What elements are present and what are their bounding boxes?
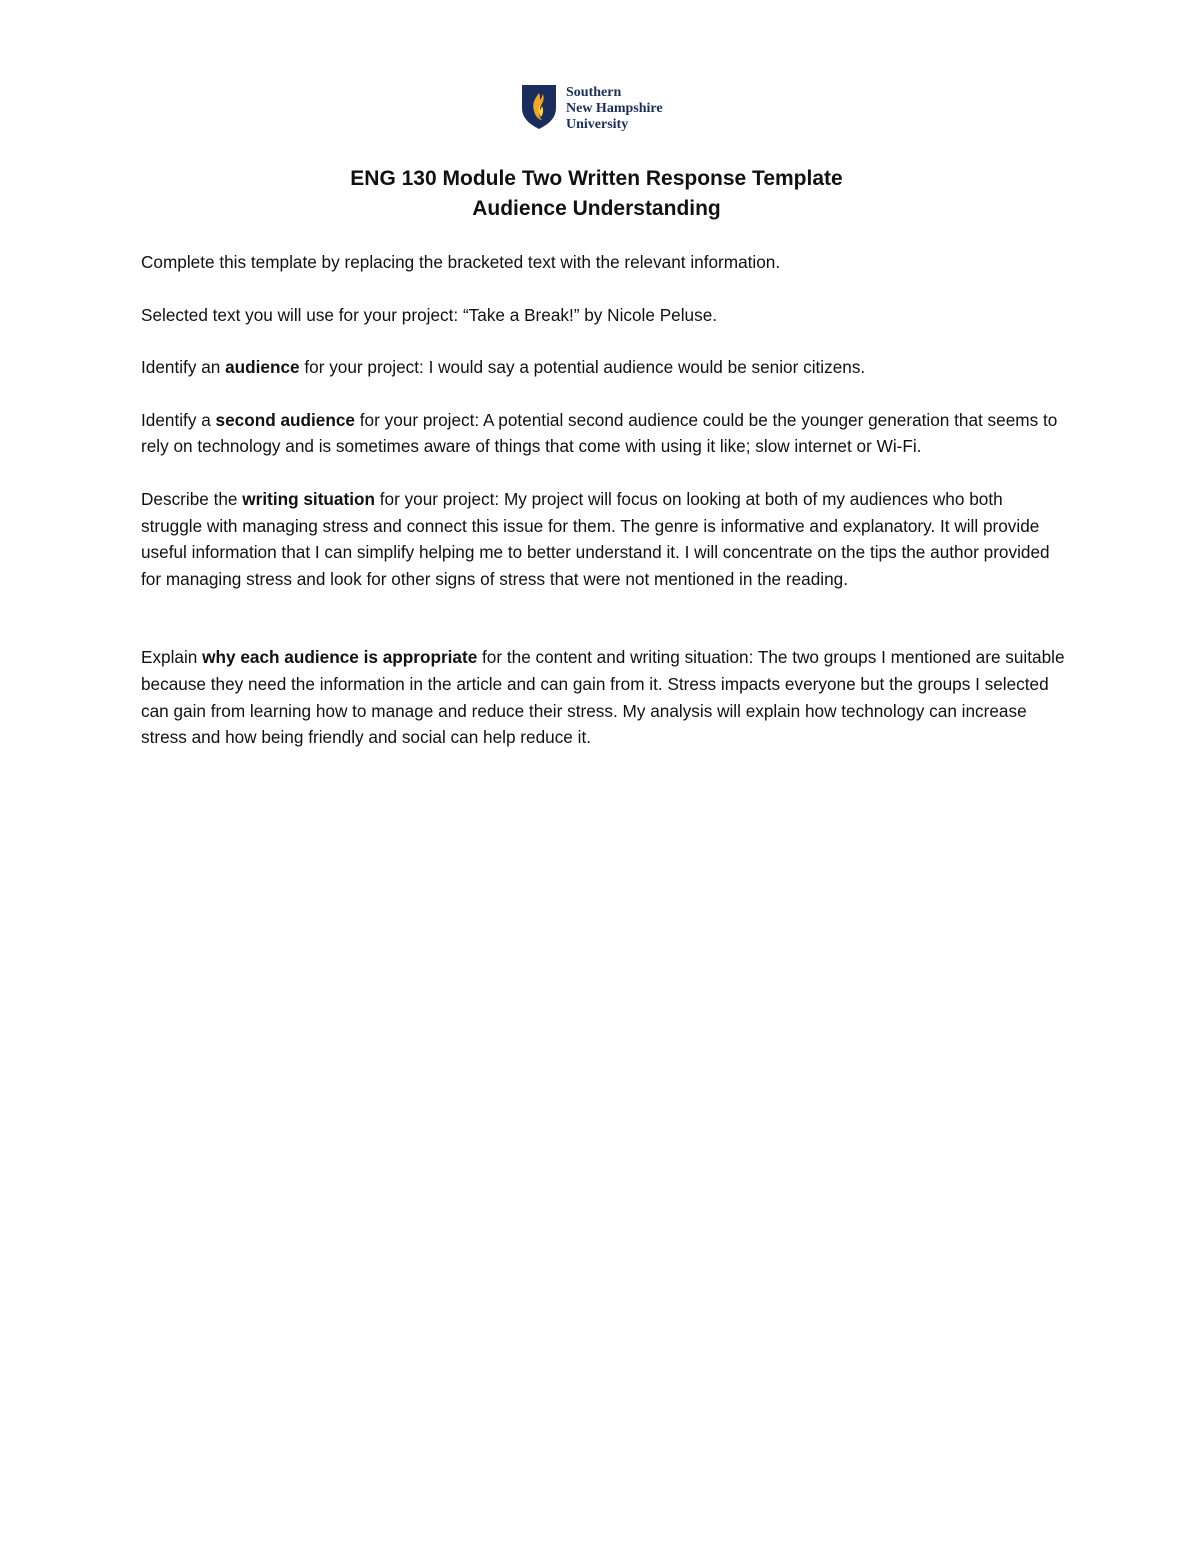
writing-situation-emphasis: writing situation (242, 488, 375, 509)
appropriateness-emphasis: why each audience is appropriate (202, 647, 478, 668)
second-audience-response: for your project: A potential second audience could be the younger generation that seems to rely on technology and is sometimes aware of things that come with using it like; slow internet or Wi-Fi. (141, 409, 1058, 457)
document-title: ENG 130 Module Two Written Response Template (350, 167, 843, 190)
appropriateness-prefix: Explain (141, 647, 203, 668)
writing-situation-prefix: Describe the (141, 488, 243, 509)
document-title-block (0, 164, 1193, 224)
writing-situation-response: for your project: My project will focus on looking at both of my audiences who both struggle with managing stress and connect this issue for them. The genre is informative and explanatory. It will provide useful information that I can simplify helping me to better understand it. I will concentrate on the tips the author provided for managing stress and look for other signs of stress that were not mentioned in the reading. (141, 488, 1050, 589)
appropriateness-paragraph (141, 644, 1065, 750)
appropriateness-response: for the content and writing situation: The two groups I mentioned are suitable because they need the information in the article and can gain from it. Stress impacts everyone but the groups I selected can gain from learning how to manage and reduce their stress. My analysis will explain how technology can increase stress and how being friendly and social can help reduce it. (141, 647, 1065, 748)
logo-line-southern: Southern (566, 85, 622, 100)
second-audience-prefix: Identify a (141, 409, 216, 430)
writing-situation-paragraph (141, 486, 1065, 592)
second-audience-paragraph (141, 407, 1065, 460)
logo-wordmark (566, 85, 663, 133)
logo-line-new-hampshire: New Hampshire (566, 101, 663, 116)
audience-prefix: Identify an (141, 357, 226, 378)
logo-line-university: University (566, 117, 629, 132)
audience-response: for your project: I would say a potential audience would be senior citizens. (299, 357, 866, 378)
second-audience-emphasis: second audience (215, 409, 355, 430)
audience-emphasis: audience (225, 357, 300, 378)
flame-shield-icon (521, 84, 557, 130)
university-logo (521, 84, 663, 133)
document-subtitle: Audience Understanding (472, 197, 721, 220)
audience-paragraph (141, 354, 1065, 381)
document-body (141, 249, 1065, 777)
selected-text-paragraph: Selected text you will use for your project: “Take a Break!” by Nicole Peluse. (141, 304, 718, 325)
intro-paragraph: Complete this template by replacing the bracketed text with the relevant information. (141, 252, 781, 272)
